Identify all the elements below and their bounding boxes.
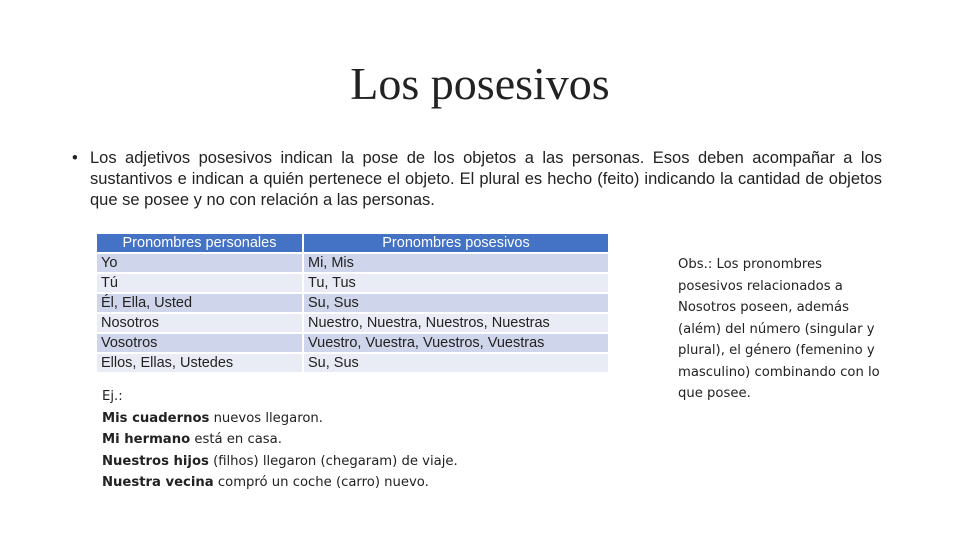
table-cell-possessive: Su, Sus xyxy=(303,353,609,373)
bullet-paragraph xyxy=(72,148,882,211)
example-rest: (filhos) llegaron (chegaram) de viaje. xyxy=(208,453,458,469)
table-cell-possessive: Su, Sus xyxy=(303,293,609,313)
example-rest: está en casa. xyxy=(190,432,282,447)
table-cell-possessive: Tu, Tus xyxy=(303,273,609,293)
example-line xyxy=(102,408,562,430)
table-cell-possessive: Vuestro, Vuestra, Vuestros, Vuestras xyxy=(303,333,609,353)
table-cell-personal: Vosotros xyxy=(96,333,303,353)
table-cell-possessive: Nuestro, Nuestra, Nuestros, Nuestras xyxy=(303,313,609,333)
table-cell-personal: Él, Ella, Usted xyxy=(96,293,303,313)
table-row xyxy=(96,253,609,273)
example-line xyxy=(102,472,562,494)
example-bold: Nuestra vecina xyxy=(102,475,214,490)
table-cell-personal: Tú xyxy=(96,273,303,293)
table-cell-personal: Ellos, Ellas, Ustedes xyxy=(96,353,303,373)
example-rest: nuevos llegaron. xyxy=(209,410,323,426)
example-bold: Nuestros hijos xyxy=(102,453,209,469)
example-bold: Mis cuadernos xyxy=(102,410,210,426)
page-title: Los posesivos xyxy=(350,58,610,109)
table-cell-possessive: Mi, Mis xyxy=(303,253,609,273)
bullet-marker: • xyxy=(72,149,78,167)
table-row xyxy=(96,333,609,353)
table-cell-personal: Nosotros xyxy=(96,313,303,333)
examples-block xyxy=(102,386,562,494)
possessives-table xyxy=(95,232,610,374)
table-cell-personal: Yo xyxy=(96,253,303,273)
table-row xyxy=(96,313,609,333)
header-personal-pronouns: Pronombres personales xyxy=(96,233,303,253)
table-row xyxy=(96,293,609,313)
table-row xyxy=(96,353,609,373)
table-header-row xyxy=(96,233,609,253)
table-row xyxy=(96,273,609,293)
example-line xyxy=(102,451,562,473)
example-bold: Mi hermano xyxy=(102,432,191,447)
example-rest: compró un coche (carro) nuevo. xyxy=(213,475,429,490)
observation-note: Obs.: Los pronombres posesivos relacionados a Nosotros poseen, además (além) del número (singular y plural), el género (femenino y masculino) combinando con lo que posee. xyxy=(678,257,880,401)
header-possessive-pronouns: Pronombres posesivos xyxy=(303,233,609,253)
example-line xyxy=(102,429,562,451)
bullet-text: Los adjetivos posesivos indican la pose de los objetos a las personas. Esos deben acompañar a los sustantivos e indican a quién pertenece el objeto. El plural es hecho (feito) indicando la cantidad de objetos que se posee y no con relación a las personas. xyxy=(90,149,882,209)
examples-label: Ej.: xyxy=(102,389,123,404)
